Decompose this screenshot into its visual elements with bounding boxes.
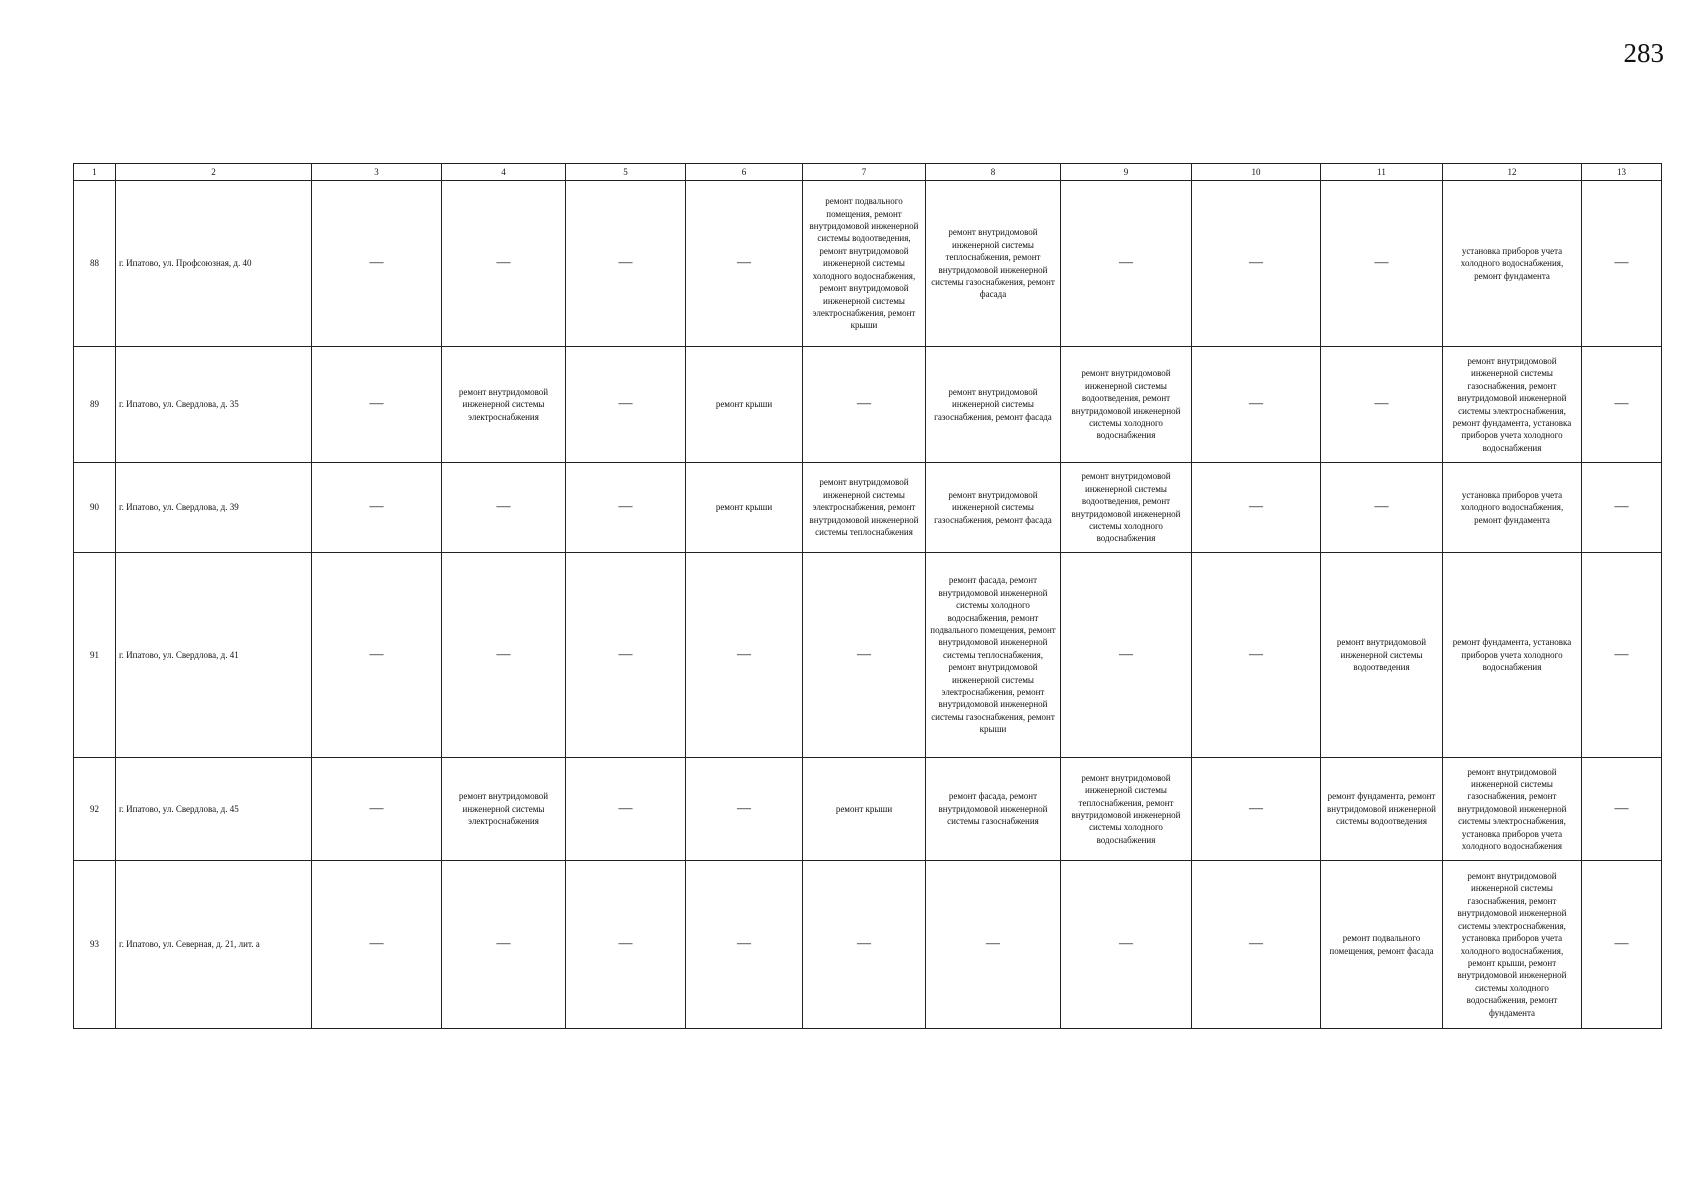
work-cell xyxy=(1582,347,1662,463)
work-cell xyxy=(1192,758,1321,861)
work-cell xyxy=(1321,181,1443,347)
column-header: 2 xyxy=(116,164,312,181)
dash-mark: — xyxy=(1119,255,1133,271)
dash-mark: — xyxy=(1614,936,1629,952)
work-cell xyxy=(442,861,566,1029)
dash-mark: — xyxy=(369,499,384,515)
work-cell xyxy=(803,347,926,463)
table-row xyxy=(74,347,1662,463)
work-cell: ремонт фасада, ремонт внутридомовой инженерной системы газоснабжения xyxy=(926,758,1061,861)
work-cell xyxy=(1192,463,1321,553)
dash-mark: — xyxy=(737,936,751,952)
work-cell xyxy=(1582,181,1662,347)
work-cell: ремонт внутридомовой инженерной системы теплоснабжения, ремонт внутридомовой инженерной системы холодного водоснабжения xyxy=(1061,758,1192,861)
work-cell xyxy=(1582,758,1662,861)
address-cell: г. Ипатово, ул. Свердлова, д. 39 xyxy=(116,463,312,553)
work-cell: установка приборов учета холодного водоснабжения, ремонт фундамента xyxy=(1443,181,1582,347)
work-cell: ремонт внутридомовой инженерной системы газоснабжения, ремонт внутридомовой инженерной системы электроснабжения, ремонт фундамента, установка приборов учета холодного водоснабжения xyxy=(1443,347,1582,463)
work-cell: ремонт фасада, ремонт внутридомовой инженерной системы холодного водоснабжения, ремонт подвального помещения, ремонт внутридомовой инженерной системы теплоснабжения, ремонт внутридомовой инженерной системы электроснабжения, ремонт внутридомовой инженерной системы газоснабжения, ремонт крыши xyxy=(926,553,1061,758)
address-cell: г. Ипатово, ул. Профсоюзная, д. 40 xyxy=(116,181,312,347)
work-cell: ремонт крыши xyxy=(803,758,926,861)
work-cell: ремонт внутридомовой инженерной системы теплоснабжения, ремонт внутридомовой инженерной системы газоснабжения, ремонт фасада xyxy=(926,181,1061,347)
work-cell: ремонт фундамента, ремонт внутридомовой инженерной системы водоотведения xyxy=(1321,758,1443,861)
column-number-row xyxy=(74,164,1662,181)
work-cell xyxy=(1061,553,1192,758)
dash-mark: — xyxy=(1614,646,1629,662)
dash-mark: — xyxy=(1374,255,1389,271)
table-row xyxy=(74,758,1662,861)
work-cell: ремонт подвального помещения, ремонт фасада xyxy=(1321,861,1443,1029)
dash-mark: — xyxy=(618,936,633,952)
column-header: 9 xyxy=(1061,164,1192,181)
work-cell: ремонт внутридомовой инженерной системы водоотведения, ремонт внутридомовой инженерной системы холодного водоснабжения xyxy=(1061,463,1192,553)
dash-mark: — xyxy=(369,800,384,816)
dash-mark: — xyxy=(496,499,511,515)
dash-mark: — xyxy=(737,800,751,816)
dash-mark: — xyxy=(1249,936,1263,952)
dash-mark: — xyxy=(369,396,384,412)
column-header: 10 xyxy=(1192,164,1321,181)
address-cell: г. Ипатово, ул. Свердлова, д. 35 xyxy=(116,347,312,463)
work-cell xyxy=(803,553,926,758)
column-header: 3 xyxy=(312,164,442,181)
column-header: 8 xyxy=(926,164,1061,181)
work-cell: ремонт внутридомовой инженерной системы газоснабжения, ремонт фасада xyxy=(926,463,1061,553)
dash-mark: — xyxy=(857,646,871,662)
dash-mark: — xyxy=(369,255,384,271)
work-cell xyxy=(1582,463,1662,553)
dash-mark: — xyxy=(1249,396,1263,412)
dash-mark: — xyxy=(496,646,511,662)
address-cell: г. Ипатово, ул. Северная, д. 21, лит. а xyxy=(116,861,312,1029)
repair-schedule-table xyxy=(73,163,1662,1029)
work-cell xyxy=(686,758,803,861)
address-cell: г. Ипатово, ул. Свердлова, д. 41 xyxy=(116,553,312,758)
work-cell xyxy=(1192,347,1321,463)
work-cell xyxy=(566,347,686,463)
work-cell: ремонт внутридомовой инженерной системы газоснабжения, ремонт внутридомовой инженерной системы электроснабжения, установка приборов учета холодного водоснабжения, ремонт крыши, ремонт внутридомовой инженерной системы холодного водоснабжения, ремонт фундамента xyxy=(1443,861,1582,1029)
dash-mark: — xyxy=(737,646,751,662)
dash-mark: — xyxy=(1614,800,1629,816)
row-number: 90 xyxy=(74,463,116,553)
table-row xyxy=(74,861,1662,1029)
table-row xyxy=(74,463,1662,553)
dash-mark: — xyxy=(618,255,633,271)
row-number: 91 xyxy=(74,553,116,758)
work-cell xyxy=(312,553,442,758)
work-cell: установка приборов учета холодного водоснабжения, ремонт фундамента xyxy=(1443,463,1582,553)
work-cell xyxy=(926,861,1061,1029)
work-cell xyxy=(566,463,686,553)
dash-mark: — xyxy=(1374,396,1389,412)
dash-mark: — xyxy=(1614,499,1629,515)
work-cell xyxy=(686,553,803,758)
work-cell xyxy=(1192,861,1321,1029)
work-cell xyxy=(686,861,803,1029)
work-cell: ремонт крыши xyxy=(686,463,803,553)
row-number: 88 xyxy=(74,181,116,347)
work-cell xyxy=(566,861,686,1029)
dash-mark: — xyxy=(618,800,633,816)
work-cell: ремонт подвального помещения, ремонт внутридомовой инженерной системы водоотведения, ремонт внутридомовой инженерной системы холодного водоснабжения, ремонт внутридомовой инженерной системы электроснабжения, ремонт крыши xyxy=(803,181,926,347)
dash-mark: — xyxy=(618,646,633,662)
dash-mark: — xyxy=(1249,800,1263,816)
work-cell xyxy=(312,181,442,347)
column-header: 7 xyxy=(803,164,926,181)
dash-mark: — xyxy=(857,396,871,412)
work-cell xyxy=(312,861,442,1029)
dash-mark: — xyxy=(1249,255,1263,271)
dash-mark: — xyxy=(1119,936,1133,952)
work-cell: ремонт внутридомовой инженерной системы электроснабжения xyxy=(442,758,566,861)
work-cell xyxy=(566,553,686,758)
work-cell xyxy=(1192,181,1321,347)
work-cell: ремонт внутридомовой инженерной системы электроснабжения xyxy=(442,347,566,463)
dash-mark: — xyxy=(1249,646,1263,662)
dash-mark: — xyxy=(1614,255,1629,271)
work-cell xyxy=(1321,463,1443,553)
table-row xyxy=(74,181,1662,347)
work-cell xyxy=(442,553,566,758)
address-cell: г. Ипатово, ул. Свердлова, д. 45 xyxy=(116,758,312,861)
dash-mark: — xyxy=(369,936,384,952)
work-cell xyxy=(312,347,442,463)
dash-mark: — xyxy=(1249,499,1263,515)
dash-mark: — xyxy=(986,936,1000,952)
table-row xyxy=(74,553,1662,758)
row-number: 92 xyxy=(74,758,116,861)
column-header: 12 xyxy=(1443,164,1582,181)
dash-mark: — xyxy=(1374,499,1389,515)
column-header: 6 xyxy=(686,164,803,181)
work-cell xyxy=(686,181,803,347)
dash-mark: — xyxy=(369,646,384,662)
dash-mark: — xyxy=(618,499,633,515)
column-header: 1 xyxy=(74,164,116,181)
work-cell xyxy=(566,181,686,347)
dash-mark: — xyxy=(1614,396,1629,412)
work-cell: ремонт внутридомовой инженерной системы электроснабжения, ремонт внутридомовой инженерной системы теплоснабжения xyxy=(803,463,926,553)
work-cell xyxy=(442,463,566,553)
work-cell xyxy=(1582,553,1662,758)
work-cell xyxy=(312,758,442,861)
work-cell: ремонт фундамента, установка приборов учета холодного водоснабжения xyxy=(1443,553,1582,758)
page-number: 283 xyxy=(1623,38,1664,68)
column-header: 5 xyxy=(566,164,686,181)
work-cell xyxy=(1582,861,1662,1029)
row-number: 89 xyxy=(74,347,116,463)
row-number: 93 xyxy=(74,861,116,1029)
work-cell xyxy=(803,861,926,1029)
work-cell xyxy=(1321,347,1443,463)
column-header: 11 xyxy=(1321,164,1443,181)
dash-mark: — xyxy=(1119,646,1133,662)
work-cell: ремонт внутридомовой инженерной системы газоснабжения, ремонт фасада xyxy=(926,347,1061,463)
work-cell xyxy=(312,463,442,553)
dash-mark: — xyxy=(496,255,511,271)
work-cell xyxy=(566,758,686,861)
dash-mark: — xyxy=(496,936,511,952)
column-header: 4 xyxy=(442,164,566,181)
work-cell xyxy=(1061,181,1192,347)
work-cell xyxy=(1061,861,1192,1029)
column-header: 13 xyxy=(1582,164,1662,181)
work-cell xyxy=(1192,553,1321,758)
work-cell: ремонт внутридомовой инженерной системы газоснабжения, ремонт внутридомовой инженерной системы электроснабжения, установка приборов учета холодного водоснабжения xyxy=(1443,758,1582,861)
work-cell: ремонт крыши xyxy=(686,347,803,463)
dash-mark: — xyxy=(618,396,633,412)
work-cell: ремонт внутридомовой инженерной системы водоотведения, ремонт внутридомовой инженерной системы холодного водоснабжения xyxy=(1061,347,1192,463)
dash-mark: — xyxy=(857,936,871,952)
work-cell xyxy=(442,181,566,347)
work-cell: ремонт внутридомовой инженерной системы водоотведения xyxy=(1321,553,1443,758)
dash-mark: — xyxy=(737,255,751,271)
